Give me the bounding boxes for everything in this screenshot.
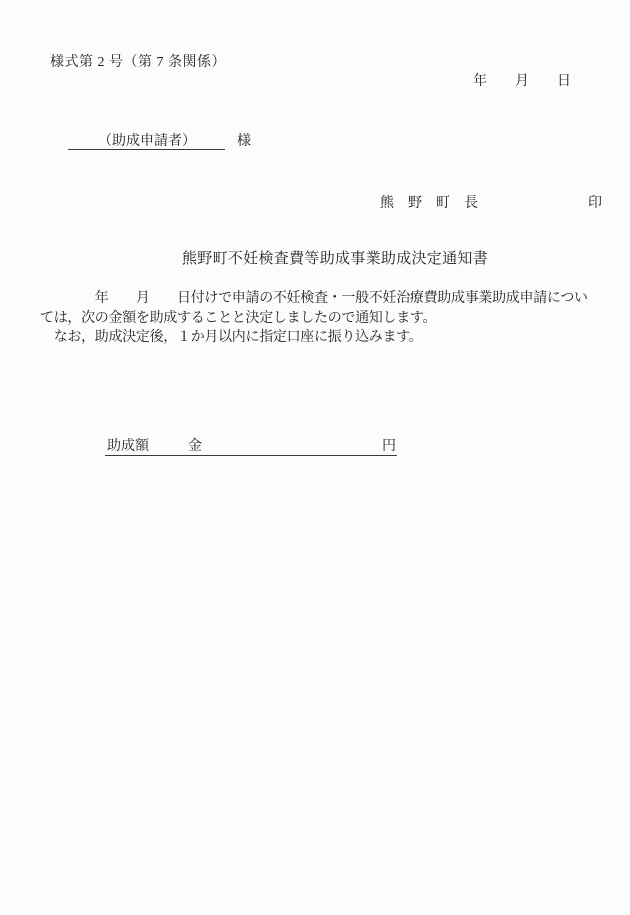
seal-mark: 印 (588, 196, 602, 211)
issue-date-line: 年 月 日 (473, 74, 571, 89)
grant-amount-label: 助成額 (107, 439, 149, 454)
form-number-label: 様式第 2 号（第 7 条関係） (50, 55, 226, 70)
document-title: 熊野町不妊検査費等助成事業助成決定通知書 (182, 251, 489, 267)
currency-prefix-label: 金 (188, 439, 202, 454)
body-line-3: なお，助成決定後，１か月以内に指定口座に振り込みます。 (40, 330, 423, 345)
body-line-2: ては，次の金額を助成することと決定しましたので通知します。 (40, 310, 437, 326)
grant-amount-blank (105, 455, 397, 456)
applicant-placeholder-label: （助成申請者） (98, 134, 196, 149)
currency-suffix-label: 円 (382, 439, 396, 454)
body-paragraph (40, 289, 605, 348)
mayor-title: 熊 野 町 長 (380, 196, 478, 211)
addressee-honorific: 様 (237, 134, 251, 149)
body-line-1: 年 月 日付けで申請の不妊検査・一般不妊治療費助成事業助成申請につい (40, 291, 588, 306)
